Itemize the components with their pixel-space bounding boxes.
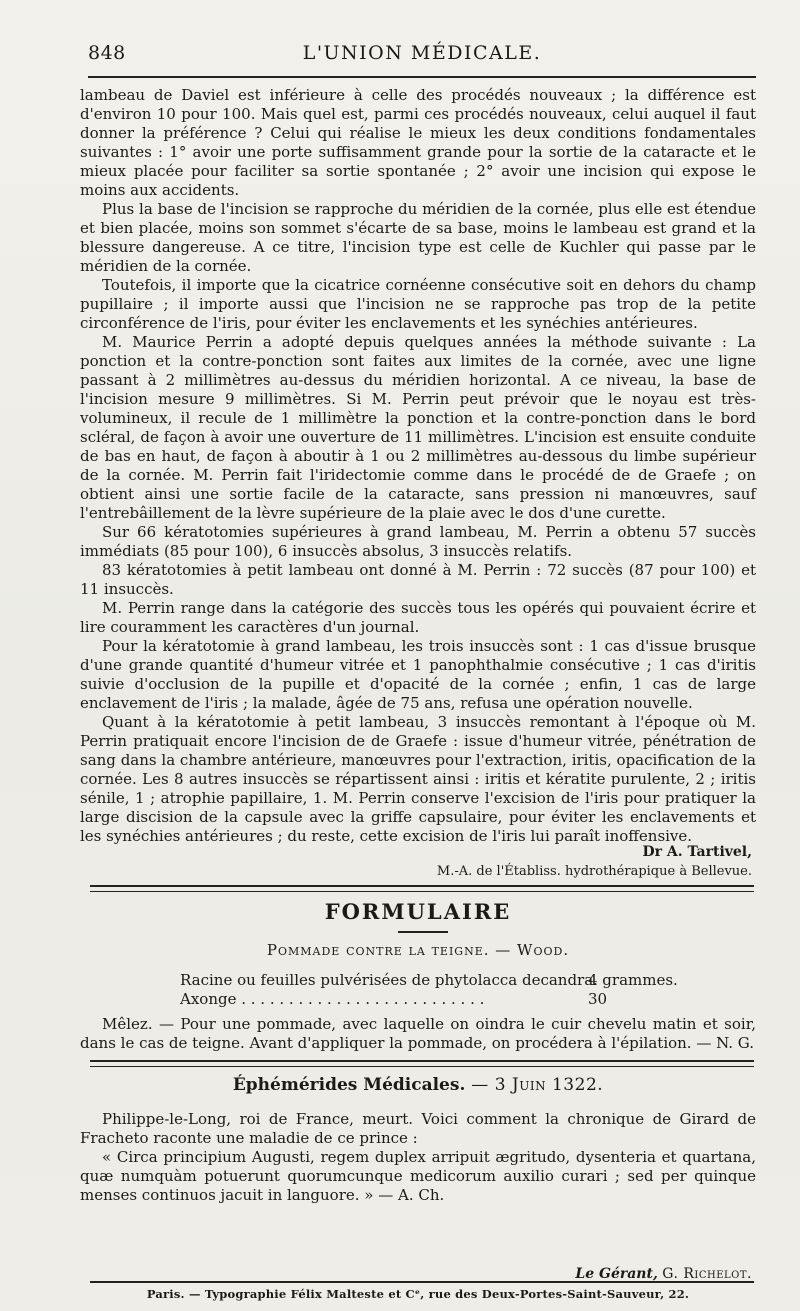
article-paragraph: Sur 66 kératotomies supérieures à grand lambeau, M. Perrin a obtenu 57 succès immédiats (85 pour 100), 6 insuccès absolus, 3 insuccès relatifs.	[80, 523, 756, 560]
ingredient-quantity: 30	[588, 990, 608, 1008]
article-body	[80, 86, 756, 846]
ephemerides-body	[80, 1110, 756, 1205]
article-paragraph: M. Maurice Perrin a adopté depuis quelques années la méthode suivante : La ponction et la contre-ponction sont faites aux limites de la cornée, avec une ligne passant à 2 millimètres au-dessus du méridien horizontal. A ce niveau, la base de l'incision mesure 9 millimètres. Si M. Perrin peut prévoir que le noyau est très-volumineux, il recule de 1 millimètre la ponction et la contre-ponction dans le bord scléral, de façon à avoir une ouverture de 11 millimètres. L'incision est ensuite conduite de bas en haut, de façon à aboutir à 1 ou 2 millimètres au-dessous du limbe supérieur de la cornée. M. Perrin fait l'iridectomie comme dans le procédé de de Graefe ; on obtient ainsi une sortie facile de la cataracte, sans pression ni manœuvres, sauf l'entrebâillement de la lèvre supérieure de la plaie avec le dos d'une curette.	[80, 333, 756, 522]
title-underline	[398, 931, 448, 933]
gerant-name: G. Richelot.	[662, 1266, 752, 1282]
article-paragraph: Toutefois, il importe que la cicatrice cornéenne consécutive soit en dehors du champ pupillaire ; il importe aussi que l'incision ne se rapproche pas trop de la petite circonférence de l'iris, pour éviter les enclavements et les synéchies antérieures.	[80, 276, 756, 332]
ingredient-name: Axonge . . . . . . . . . . . . . . . . . . . . . . . . . .	[180, 990, 485, 1008]
article-paragraph: lambeau de Daviel est inférieure à celle des procédés nouveaux ; la différence est d'environ 10 pour 100. Mais quel est, parmi ces procédés nouveaux, celui auquel il faut donner la préférence ? Celui qui réalise le mieux les deux conditions fondamentales suivantes : 1° avoir une porte suffisamment grande pour la sortie de la cataracte et le mieux placée pour faciliter sa sortie spontanée ; 2° avoir une incision qui expose le moins aux accidents.	[80, 86, 756, 199]
author-signature	[80, 843, 752, 881]
journal-title: L'UNION MÉDICALE.	[302, 42, 542, 64]
ingredient-name: Racine ou feuilles pulvérisées de phytolacca decandra.	[180, 971, 598, 989]
ephemerides-title: Éphémérides Médicales.	[232, 1075, 466, 1095]
formulaire-title: FORMULAIRE	[324, 899, 512, 924]
section-divider	[90, 1060, 754, 1067]
header-rule	[88, 76, 756, 78]
page-number: 848	[88, 42, 126, 64]
ephemerides-heading	[80, 1075, 756, 1095]
footer-rule	[90, 1281, 754, 1283]
section-divider	[90, 885, 754, 892]
printer-imprint: Paris. — Typographie Félix Malteste et Cᵉ, rue des Deux-Portes-Saint-Sauveur, 22.	[146, 1287, 690, 1301]
page-header	[88, 36, 756, 76]
author-name: Dr A. Tartivel,	[642, 844, 752, 860]
ephemerides-paragraph: Philippe-le-Long, roi de France, meurt. Voici comment la chronique de Girard de Fracheto raconte une maladie de ce prince :	[80, 1110, 756, 1147]
gerant-label: Le Gérant,	[575, 1266, 658, 1282]
article-paragraph: Quant à la kératotomie à petit lambeau, 3 insuccès remontant à l'époque où M. Perrin pratiquait encore l'incision de de Graefe : issue d'humeur vitrée, pénétration de sang dans la chambre antérieure, manœuvres pour l'extraction, iritis, opacification de la cornée. Les 8 autres insuccès se répartissent ainsi : iritis et kératite purulente, 2 ; iritis sénile, 1 ; atrophie papillaire, 1. M. Perrin conserve l'excision de l'iris pour pratiquer la large discision de la capsule avec la griffe capsulaire, pour éviter les enclavements et les synéchies antérieures ; du reste, cette excision de l'iris lui paraît inoffensive.	[80, 713, 756, 845]
article-paragraph: M. Perrin range dans la catégorie des succès tous les opérés qui pouvaient écrire et lire couramment les caractères d'un journal.	[80, 599, 756, 636]
ephemerides-paragraph: « Circa principium Augusti, regem duplex arripuit ægritudo, dysenteria et quartana, quæ numquàm potuerunt quorumcunque medicorum auxilio curari ; sed per quinque menses continuos jacuit in languore. » — A. Ch.	[80, 1148, 756, 1204]
article-paragraph: Plus la base de l'incision se rapproche du méridien de la cornée, plus elle est étendue et bien placée, moins son sommet s'écarte de sa base, moins le lambeau est grand et la blessure dangereuse. A ce titre, l'incision type est celle de Kuchler qui passe par le méridien de la cornée.	[80, 200, 756, 275]
instructions-paragraph: Mêlez. — Pour une pommade, avec laquelle on oindra le cuir chevelu matin et soir, dans le cas de teigne. Avant d'appliquer la pommade, on procédera à l'épilation. — N. G.	[80, 1015, 756, 1052]
article-paragraph: 83 kératotomies à petit lambeau ont donné à M. Perrin : 72 succès (87 pour 100) et 11 insuccès.	[80, 561, 756, 598]
gerant-line	[80, 1266, 752, 1282]
formula-instructions	[80, 1015, 756, 1053]
article-paragraph: Pour la kératotomie à grand lambeau, les trois insuccès sont : 1 cas d'issue brusque d'une grande quantité d'humeur vitrée et 1 panophthalmie consécutive ; 1 cas d'iritis suivie d'occlusion de la pupille et d'opacité de la cornée ; enfin, 1 cas de large enclavement de l'iris ; la malade, âgée de 75 ans, refusa une opération nouvelle.	[80, 637, 756, 712]
formula-subtitle: Pommade contre la teigne. — Wood.	[266, 941, 570, 959]
author-title: M.-A. de l'Établiss. hydrothérapique à Bellevue.	[436, 864, 752, 879]
ephemerides-date: — 3 Juin 1322.	[471, 1075, 604, 1095]
ingredient-quantity: 4 grammes.	[588, 971, 678, 989]
